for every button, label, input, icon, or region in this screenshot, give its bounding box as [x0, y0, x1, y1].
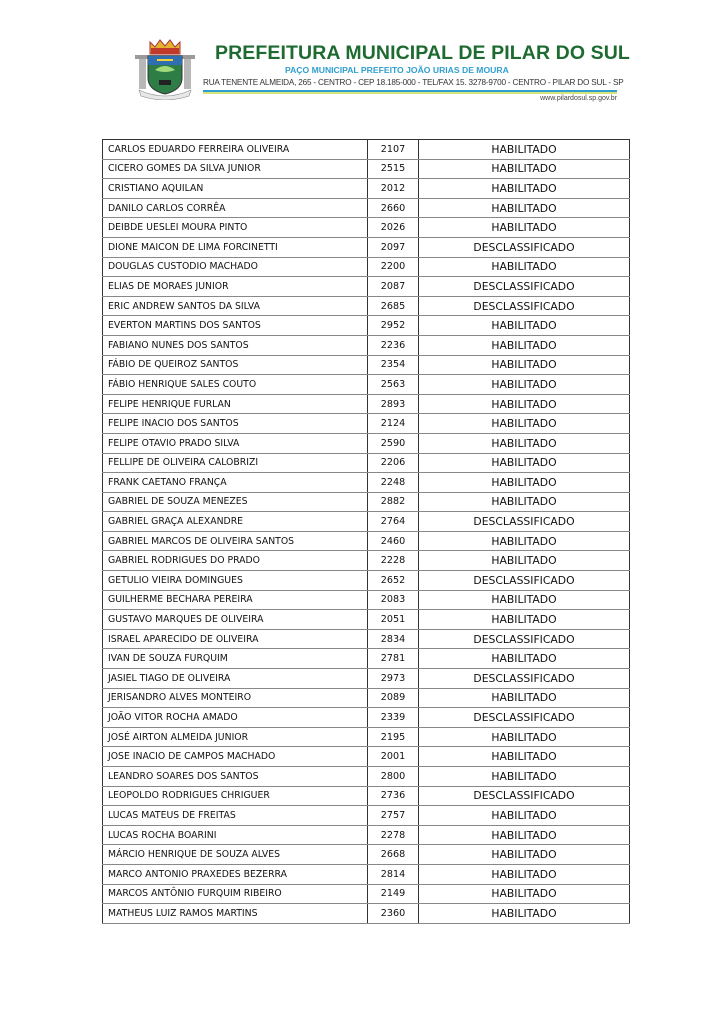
candidate-name-cell: MARCO ANTONIO PRAXEDES BEZERRA [103, 864, 368, 884]
registration-code-cell: 2124 [368, 414, 419, 434]
candidate-name-cell: FABIANO NUNES DOS SANTOS [103, 335, 368, 355]
candidate-name-cell: FÁBIO HENRIQUE SALES COUTO [103, 375, 368, 395]
table-row [103, 453, 630, 473]
table-row [103, 590, 630, 610]
table-row [103, 767, 630, 787]
candidate-name-cell: LEANDRO SOARES DOS SANTOS [103, 767, 368, 787]
table-row [103, 335, 630, 355]
candidate-name-cell: IVAN DE SOUZA FURQUIM [103, 649, 368, 669]
registration-code-cell: 2200 [368, 257, 419, 277]
candidate-name-cell: FRANK CAETANO FRANÇA [103, 473, 368, 493]
candidate-name-cell: FÁBIO DE QUEIROZ SANTOS [103, 355, 368, 375]
status-cell: HABILITADO [419, 747, 630, 767]
header-rule-green [203, 92, 617, 94]
registration-code-cell: 2736 [368, 786, 419, 806]
registration-code-cell: 2834 [368, 629, 419, 649]
candidate-name-cell: CRISTIANO AQUILAN [103, 179, 368, 199]
status-cell: DESCLASSIFICADO [419, 512, 630, 532]
table-row [103, 179, 630, 199]
registration-code-cell: 2757 [368, 806, 419, 826]
registration-code-cell: 2590 [368, 433, 419, 453]
table-row [103, 806, 630, 826]
registration-code-cell: 2278 [368, 825, 419, 845]
table-row [103, 884, 630, 904]
status-cell: HABILITADO [419, 159, 630, 179]
table-row [103, 727, 630, 747]
registration-code-cell: 2882 [368, 492, 419, 512]
status-cell: HABILITADO [419, 649, 630, 669]
candidate-name-cell: FELIPE INACIO DOS SANTOS [103, 414, 368, 434]
status-cell: HABILITADO [419, 688, 630, 708]
status-cell: HABILITADO [419, 316, 630, 336]
table-row [103, 512, 630, 532]
candidate-name-cell: MATHEUS LUIZ RAMOS MARTINS [103, 904, 368, 924]
table-row [103, 531, 630, 551]
table-row [103, 277, 630, 297]
status-cell: DESCLASSIFICADO [419, 786, 630, 806]
status-cell: DESCLASSIFICADO [419, 629, 630, 649]
table-row [103, 375, 630, 395]
candidate-name-cell: EVERTON MARTINS DOS SANTOS [103, 316, 368, 336]
table-row [103, 825, 630, 845]
status-cell: HABILITADO [419, 140, 630, 160]
registration-code-cell: 2012 [368, 179, 419, 199]
table-row [103, 669, 630, 689]
candidate-name-cell: DIONE MAICON DE LIMA FORCINETTI [103, 237, 368, 257]
candidate-name-cell: FELLIPE DE OLIVEIRA CALOBRIZI [103, 453, 368, 473]
registration-code-cell: 2087 [368, 277, 419, 297]
candidate-name-cell: ELIAS DE MORAES JUNIOR [103, 277, 368, 297]
candidate-name-cell: LEOPOLDO RODRIGUES CHRIGUER [103, 786, 368, 806]
table-row [103, 218, 630, 238]
table-row [103, 140, 630, 160]
candidate-name-cell: GUILHERME BECHARA PEREIRA [103, 590, 368, 610]
status-cell: HABILITADO [419, 531, 630, 551]
status-cell: HABILITADO [419, 492, 630, 512]
status-cell: HABILITADO [419, 551, 630, 571]
registration-code-cell: 2800 [368, 767, 419, 787]
registration-code-cell: 2149 [368, 884, 419, 904]
registration-code-cell: 2228 [368, 551, 419, 571]
status-cell: HABILITADO [419, 473, 630, 493]
candidate-name-cell: CICERO GOMES DA SILVA JUNIOR [103, 159, 368, 179]
status-cell: HABILITADO [419, 845, 630, 865]
status-cell: HABILITADO [419, 864, 630, 884]
status-cell: HABILITADO [419, 335, 630, 355]
status-cell: HABILITADO [419, 218, 630, 238]
registration-code-cell: 2781 [368, 649, 419, 669]
status-cell: HABILITADO [419, 767, 630, 787]
table-row [103, 610, 630, 630]
status-cell: HABILITADO [419, 355, 630, 375]
registration-code-cell: 2248 [368, 473, 419, 493]
registration-code-cell: 2339 [368, 708, 419, 728]
table-row [103, 159, 630, 179]
candidate-name-cell: MÁRCIO HENRIQUE DE SOUZA ALVES [103, 845, 368, 865]
status-cell: HABILITADO [419, 198, 630, 218]
table-row [103, 688, 630, 708]
document-subtitle: PAÇO MUNICIPAL PREFEITO JOÃO URIAS DE MOURA [285, 65, 509, 75]
status-cell: HABILITADO [419, 453, 630, 473]
registration-code-cell: 2973 [368, 669, 419, 689]
registration-code-cell: 2668 [368, 845, 419, 865]
candidates-table [102, 139, 630, 924]
registration-code-cell: 2354 [368, 355, 419, 375]
registration-code-cell: 2660 [368, 198, 419, 218]
status-cell: HABILITADO [419, 375, 630, 395]
candidate-name-cell: GUSTAVO MARQUES DE OLIVEIRA [103, 610, 368, 630]
candidate-name-cell: GABRIEL GRAÇA ALEXANDRE [103, 512, 368, 532]
candidate-name-cell: CARLOS EDUARDO FERREIRA OLIVEIRA [103, 140, 368, 160]
table-row [103, 571, 630, 591]
municipal-coat-of-arms-icon [135, 38, 195, 100]
registration-code-cell: 2097 [368, 237, 419, 257]
table-row [103, 649, 630, 669]
table-row [103, 708, 630, 728]
registration-code-cell: 2685 [368, 296, 419, 316]
table-row [103, 433, 630, 453]
registration-code-cell: 2952 [368, 316, 419, 336]
status-cell: HABILITADO [419, 433, 630, 453]
status-cell: DESCLASSIFICADO [419, 237, 630, 257]
status-cell: DESCLASSIFICADO [419, 571, 630, 591]
table-row [103, 355, 630, 375]
table-row [103, 864, 630, 884]
registration-code-cell: 2107 [368, 140, 419, 160]
registration-code-cell: 2236 [368, 335, 419, 355]
candidate-name-cell: JASIEL TIAGO DE OLIVEIRA [103, 669, 368, 689]
candidate-name-cell: DEIBDE UESLEI MOURA PINTO [103, 218, 368, 238]
status-cell: DESCLASSIFICADO [419, 277, 630, 297]
status-cell: HABILITADO [419, 179, 630, 199]
table-row [103, 198, 630, 218]
table-row [103, 237, 630, 257]
candidate-name-cell: GETULIO VIEIRA DOMINGUES [103, 571, 368, 591]
table-row [103, 316, 630, 336]
candidate-name-cell: DANILO CARLOS CORRÊA [103, 198, 368, 218]
registration-code-cell: 2563 [368, 375, 419, 395]
table-row [103, 551, 630, 571]
table-row [103, 904, 630, 924]
status-cell: HABILITADO [419, 257, 630, 277]
registration-code-cell: 2195 [368, 727, 419, 747]
status-cell: DESCLASSIFICADO [419, 669, 630, 689]
table-row [103, 747, 630, 767]
candidate-name-cell: ISRAEL APARECIDO DE OLIVEIRA [103, 629, 368, 649]
candidate-name-cell: JOÃO VITOR ROCHA AMADO [103, 708, 368, 728]
registration-code-cell: 2051 [368, 610, 419, 630]
registration-code-cell: 2515 [368, 159, 419, 179]
registration-code-cell: 2001 [368, 747, 419, 767]
candidate-name-cell: ERIC ANDREW SANTOS DA SILVA [103, 296, 368, 316]
status-cell: HABILITADO [419, 414, 630, 434]
table-row [103, 492, 630, 512]
candidate-name-cell: JOSE INACIO DE CAMPOS MACHADO [103, 747, 368, 767]
candidate-name-cell: GABRIEL RODRIGUES DO PRADO [103, 551, 368, 571]
status-cell: DESCLASSIFICADO [419, 296, 630, 316]
document-title: PREFEITURA MUNICIPAL DE PILAR DO SUL [215, 42, 630, 64]
registration-code-cell: 2360 [368, 904, 419, 924]
status-cell: HABILITADO [419, 394, 630, 414]
candidate-name-cell: LUCAS MATEUS DE FREITAS [103, 806, 368, 826]
status-cell: HABILITADO [419, 806, 630, 826]
status-cell: HABILITADO [419, 727, 630, 747]
status-cell: HABILITADO [419, 610, 630, 630]
registration-code-cell: 2814 [368, 864, 419, 884]
table-row [103, 394, 630, 414]
website-link[interactable]: www.pilardosul.sp.gov.br [540, 95, 617, 102]
candidate-name-cell: JERISANDRO ALVES MONTEIRO [103, 688, 368, 708]
table-row [103, 786, 630, 806]
registration-code-cell: 2764 [368, 512, 419, 532]
candidate-name-cell: GABRIEL DE SOUZA MENEZES [103, 492, 368, 512]
status-cell: HABILITADO [419, 590, 630, 610]
table-row [103, 845, 630, 865]
candidate-name-cell: FELIPE OTAVIO PRADO SILVA [103, 433, 368, 453]
candidate-name-cell: GABRIEL MARCOS DE OLIVEIRA SANTOS [103, 531, 368, 551]
status-cell: HABILITADO [419, 884, 630, 904]
table-row [103, 257, 630, 277]
registration-code-cell: 2460 [368, 531, 419, 551]
registration-code-cell: 2206 [368, 453, 419, 473]
registration-code-cell: 2893 [368, 394, 419, 414]
registration-code-cell: 2089 [368, 688, 419, 708]
candidate-name-cell: JOSÉ AIRTON ALMEIDA JUNIOR [103, 727, 368, 747]
registration-code-cell: 2026 [368, 218, 419, 238]
letterhead [130, 36, 630, 106]
candidate-name-cell: DOUGLAS CUSTODIO MACHADO [103, 257, 368, 277]
candidate-name-cell: LUCAS ROCHA BOARINI [103, 825, 368, 845]
table-row [103, 473, 630, 493]
status-cell: DESCLASSIFICADO [419, 708, 630, 728]
table-row [103, 296, 630, 316]
address-line: RUA TENENTE ALMEIDA, 265 - CENTRO - CEP 18.185-000 - TEL/FAX 15. 3278-9700 - CENTRO - PILAR DO SUL - SP [203, 78, 624, 87]
status-cell: HABILITADO [419, 825, 630, 845]
candidate-name-cell: FELIPE HENRIQUE FURLAN [103, 394, 368, 414]
candidate-name-cell: MARCOS ANTÔNIO FURQUIM RIBEIRO [103, 884, 368, 904]
table-row [103, 629, 630, 649]
registration-code-cell: 2652 [368, 571, 419, 591]
registration-code-cell: 2083 [368, 590, 419, 610]
status-cell: HABILITADO [419, 904, 630, 924]
table-row [103, 414, 630, 434]
